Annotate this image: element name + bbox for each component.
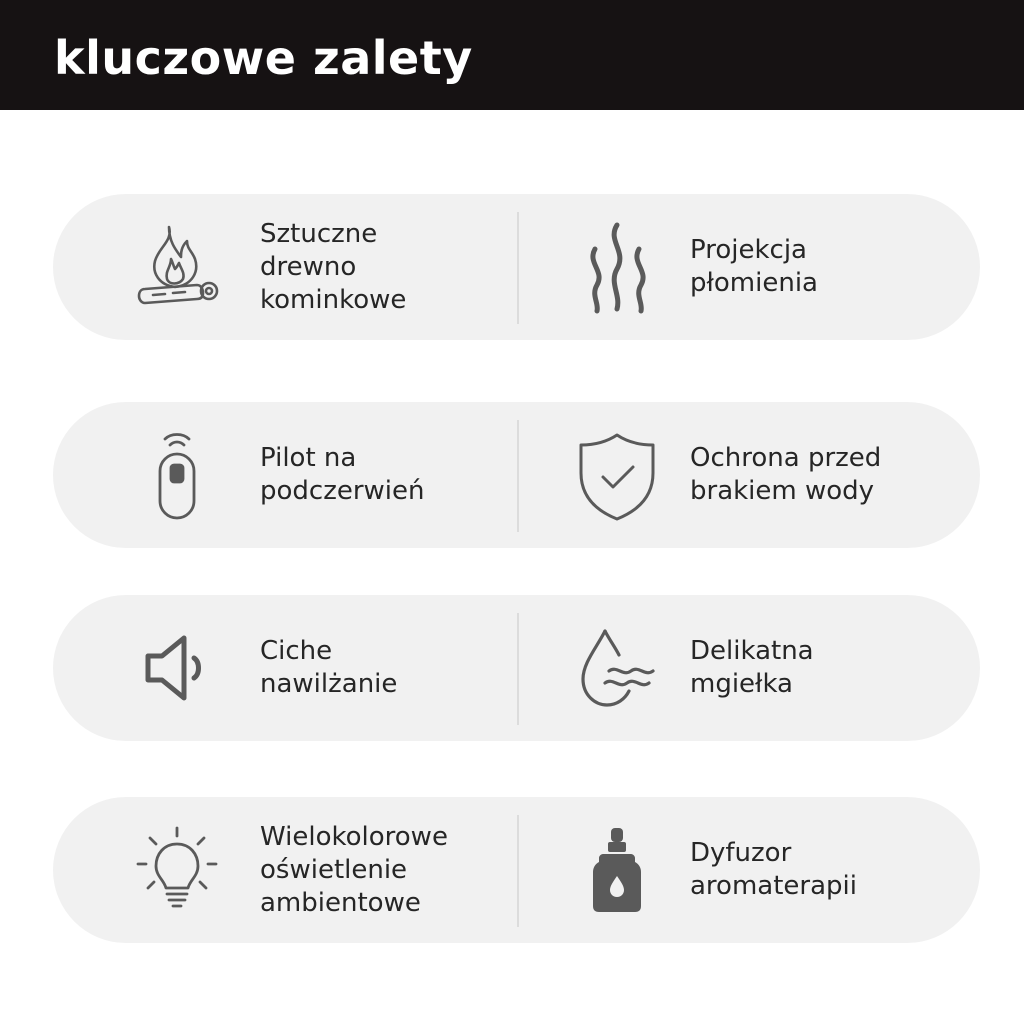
feature-label: Delikatna mgiełka (690, 636, 814, 699)
feature-card-2 (53, 402, 980, 548)
page-title: kluczowe zalety (54, 31, 473, 85)
feature-label: Sztuczne drewno kominkowe (260, 218, 407, 315)
feature-aroma-diffuser (519, 797, 980, 943)
feature-label: Dyfuzor aromaterapii (690, 838, 857, 901)
feature-label: Wielokolorowe oświetlenie ambientowe (260, 821, 448, 918)
feature-card-4 (53, 797, 980, 943)
feature-card-1 (53, 194, 980, 340)
feature-card-3 (53, 595, 980, 741)
flame-waves-icon (567, 217, 667, 317)
feature-gentle-mist (519, 595, 980, 741)
header-bar (0, 0, 1024, 110)
dropper-bottle-icon (567, 820, 667, 920)
feature-label: Pilot na podczerwień (260, 443, 425, 506)
feature-ambient-lighting (53, 797, 517, 943)
feature-label: Projekcja płomienia (690, 235, 818, 298)
remote-control-icon (127, 425, 227, 525)
feature-flame-projection (519, 194, 980, 340)
light-bulb-icon (127, 820, 227, 920)
feature-dry-protection (519, 402, 980, 548)
water-drop-mist-icon (567, 618, 667, 718)
feature-label: Ciche nawilżanie (260, 636, 398, 699)
feature-quiet-humidifying (53, 595, 517, 741)
shield-check-icon (567, 425, 667, 525)
feature-label: Ochrona przed brakiem wody (690, 443, 882, 506)
feature-ir-remote (53, 402, 517, 548)
campfire-icon (127, 217, 227, 317)
speaker-icon (127, 618, 227, 718)
feature-artificial-firewood (53, 194, 517, 340)
